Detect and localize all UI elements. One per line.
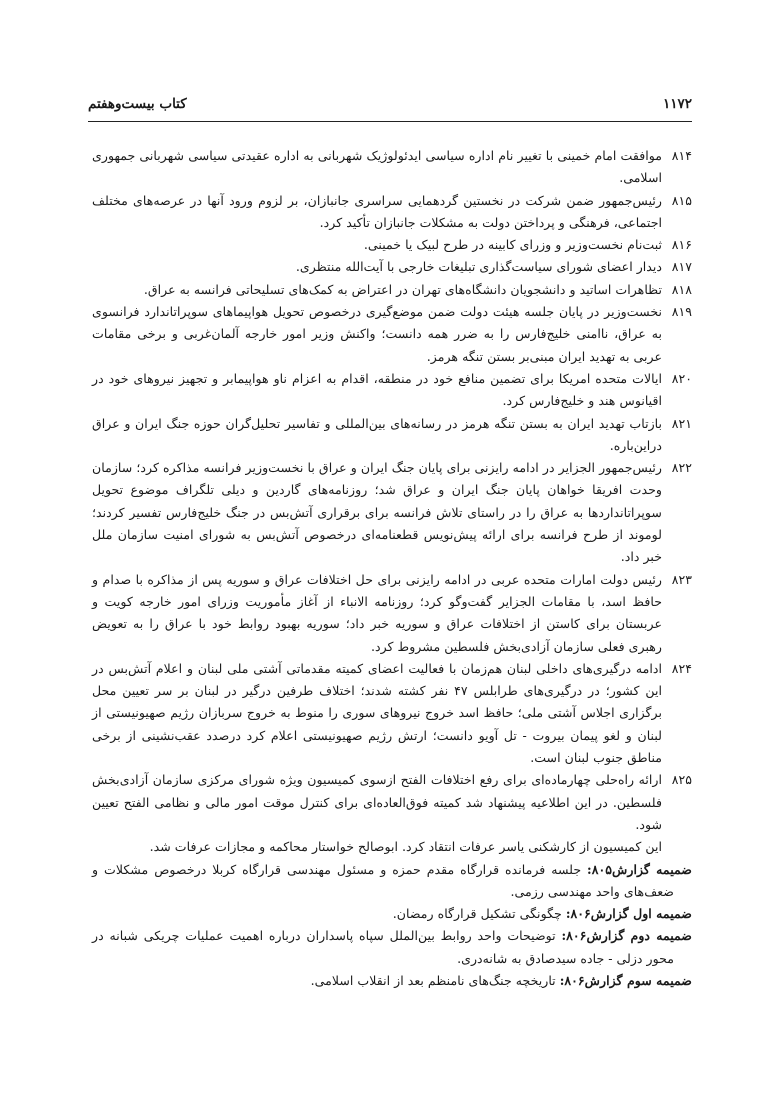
annex-report-805 bbox=[92, 859, 692, 904]
annex-label: ضمیمه گزارش۸۰۵: bbox=[587, 861, 692, 877]
entry-number: ۸۱۹ bbox=[671, 304, 692, 320]
annex-1-report-806 bbox=[92, 903, 692, 925]
entry-824 bbox=[92, 658, 692, 769]
entry-text: رئیس دولت امارات متحده عربی در ادامه رایزنی برای حل اختلافات عراق و سوریه پس از مذاکره با صدام و حافظ اسد، با مقامات الجزایر گفت‌وگو کرد؛ روزنامه الانباء از آغاز مأموریت وزرای امور خارجه کویت و عربستان برای کاستن از اختلافات عراق و سوریه خبر داد؛ سوریه بهبود روابط خود با عراق را به تعویض رهبری فعلی سازمان آزادی‌بخش فلسطین مشروط کرد. bbox=[92, 571, 662, 654]
entry-text: ادامه درگیری‌های داخلی لبنان هم‌زمان با فعالیت اعضای کمیته مقدماتی آشتی ملی لبنان و اعلام آتش‌بس در این کشور؛ در درگیری‌های طرابلس ۴۷ نفر کشته شدند؛ اختلاف طرفین درگیر در لبنان بر سر تعیین محل برگزاری اجلاس آشتی ملی؛ حافظ اسد خروج نیروهای سوری را منوط به خروج سربازان رژیم صهیونیستی از لبنان و لغو پیمان بیروت - تل آویو دانست؛ ارتش رژیم صهیونیستی اعلام کرد درصدد عقب‌نشینی از برخی مناطق جنوب لبنان است. bbox=[92, 660, 662, 766]
annex-label: ضمیمه اول گزارش۸۰۶: bbox=[565, 906, 692, 922]
entry-number: ۸۲۵ bbox=[671, 772, 692, 788]
entry-number: ۸۲۱ bbox=[671, 415, 692, 431]
entry-820 bbox=[92, 368, 692, 413]
entry-text: ایالات متحده امریکا برای تضمین منافع خود در منطقه، اقدام به اعزام ناو هواپیمابر و تجهیز نیروهای خود در اقیانوس هند و خلیج‌فارس کرد. bbox=[92, 370, 662, 409]
entry-819 bbox=[92, 301, 692, 368]
entry-number: ۸۱۷ bbox=[671, 259, 692, 275]
annex-label: ضمیمه دوم گزارش۸۰۶: bbox=[561, 928, 692, 944]
entry-text: ثبت‌نام نخست‌وزیر و وزرای کابینه در طرح لبیک یا خمینی. bbox=[363, 237, 662, 253]
entry-number: ۸۲۲ bbox=[671, 460, 692, 476]
entry-818 bbox=[92, 279, 692, 301]
running-head bbox=[88, 96, 692, 118]
header-rule bbox=[88, 121, 692, 122]
page-number: ۱۱۷۲ bbox=[662, 96, 692, 112]
entry-822 bbox=[92, 457, 692, 568]
annex-3-report-806 bbox=[92, 970, 692, 992]
entry-821 bbox=[92, 413, 692, 458]
annex-label: ضمیمه سوم گزارش۸۰۶: bbox=[559, 972, 692, 988]
entry-825 bbox=[92, 769, 692, 836]
annex-text: چگونگی تشکیل قرارگاه رمضان. bbox=[392, 906, 562, 922]
entry-text: رئیس‌جمهور الجزایر در ادامه رایزنی برای پایان جنگ ایران و عراق با نخست‌وزیر فرانسه مذاکره کرد؛ سازمان وحدت افریقا خواهان پایان جنگ ایران و عراق شد؛ روزنامه‌های گاردین و دیلی تلگراف موضوع تحویل سوپراتاندارد‌ها به عراق را در راستای تلاش فرانسه برای برقراری آتش‌بس در جنگ خلیج‌فارس تفسیر کردند؛ لوموند از طرح فرانسه برای ارائه پیش‌نویس قطعنامه‌ای درخصوص آتش‌بس به شورای امنیت سازمان ملل خبر داد. bbox=[92, 460, 662, 565]
chronology-list bbox=[92, 145, 692, 992]
entry-823 bbox=[92, 569, 692, 658]
entry-text: نخست‌وزیر در پایان جلسه هیئت دولت ضمن موضع‌گیری درخصوص تحویل هواپیماهای سوپراتاندارد فرانسوی به عراق، ناامنی خلیج‌فارس را به ضرر همه دانست؛ واکنش وزیر امور خارجه آلمان‌غربی و برخی مقامات عربی به تهدید ایران مبنی‌بر بستن تنگه هرمز. bbox=[92, 304, 662, 364]
entry-text: رئیس‌جمهور ضمن شرکت در نخستین گردهمایی سراسری جانبازان، بر لزوم ورود آنها در عرصه‌های مختلف اجتماعی، فرهنگی و پرداختن دولت به مشکلات جانبازان تأکید کرد. bbox=[92, 192, 662, 230]
entry-number: ۸۱۶ bbox=[671, 237, 692, 253]
entry-number: ۸۲۰ bbox=[671, 370, 692, 386]
annex-text: توضیحات واحد روابط بین‌الملل سپاه پاسداران درباره اهمیت عملیات چریکی شبانه در محور دزلی - جاده سیدصادق به شانه‌دری. bbox=[92, 928, 674, 966]
entry-816 bbox=[92, 234, 692, 256]
entry-815 bbox=[92, 190, 692, 235]
book-part-title: کتاب بیست‌وهفتم bbox=[88, 96, 187, 112]
entry-number: ۸۱۵ bbox=[671, 192, 692, 208]
entry-number: ۸۱۸ bbox=[671, 281, 692, 297]
entry-text: موافقت امام خمینی با تغییر نام اداره سیاسی ایدئولوژیک شهربانی به اداره عقیدتی سیاسی شهربانی جمهوری اسلامی. bbox=[92, 148, 662, 186]
entry-814 bbox=[92, 145, 692, 190]
entry-825-continuation: این کمیسیون از کارشکنی یاسر عرفات انتقاد کرد. ابوصالح خواستار محاکمه و مجازات عرفات شد. bbox=[149, 839, 662, 855]
annex-text: جلسه فرمانده قرارگاه مقدم حمزه و مسئول مهندسی قرارگاه کربلا درخصوص مشکلات و ضعف‌های واحد مهندسی رزمی. bbox=[92, 861, 674, 899]
entry-number: ۸۲۳ bbox=[671, 571, 692, 587]
entry-text: تظاهرات اساتید و دانشجویان دانشگاه‌های تهران در اعتراض به کمک‌های تسلیحاتی فرانسه به عراق. bbox=[143, 281, 662, 297]
entry-text: بازتاب تهدید ایران به بستن تنگه هرمز در رسانه‌های بین‌المللی و تفاسیر تحلیل‌گران حوزه جنگ ایران و عراق دراین‌باره. bbox=[92, 415, 662, 453]
entry-text: دیدار اعضای شورای سیاست‌گذاری تبلیغات خارجی با آیت‌الله منتظری. bbox=[295, 259, 662, 275]
entry-number: ۸۱۴ bbox=[671, 148, 692, 163]
entry-817 bbox=[92, 256, 692, 278]
annex-text: تاریخچه جنگ‌های نامنظم بعد از انقلاب اسلامی. bbox=[310, 972, 556, 988]
entry-number: ۸۲۴ bbox=[671, 660, 692, 676]
annex-2-report-806 bbox=[92, 925, 692, 970]
entry-text: ارائه راه‌حلی چهارماده‌ای برای رفع اختلافات الفتح ازسوی کمیسیون ویژه شورای مرکزی سازمان آزادی‌بخش فلسطین. در این اطلاعیه پیشنهاد شد کمیته فوق‌العاده‌ای برای کنترل موقت امور مالی و نظامی الفتح تعیین شود. bbox=[92, 772, 662, 832]
